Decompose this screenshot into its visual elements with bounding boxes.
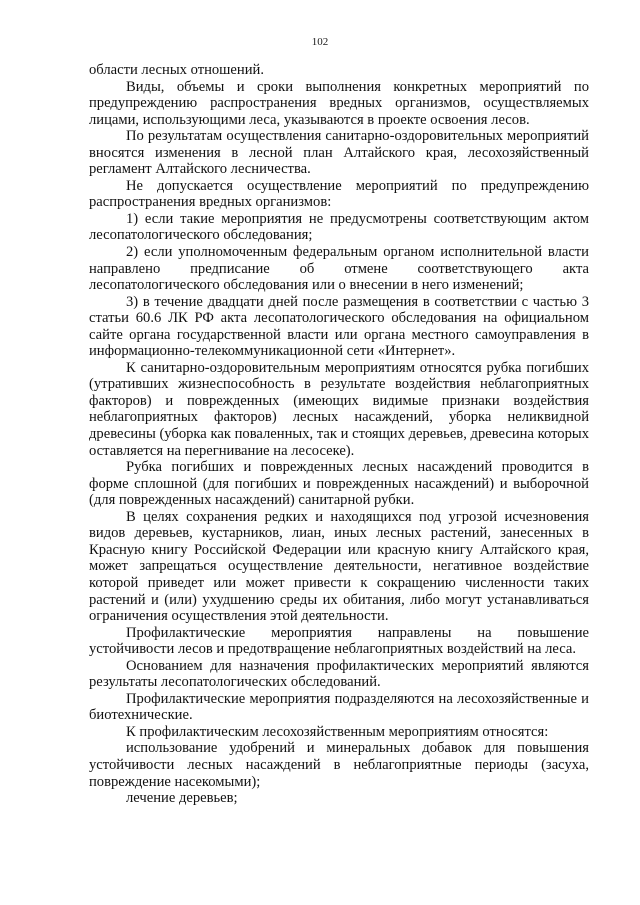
paragraph: области лесных отношений. xyxy=(89,62,264,78)
paragraph: Не допускается осуществление мероприятий по предупреждению распространения вредных организмов: xyxy=(89,177,589,211)
paragraph: Основанием для назначения профилактических мероприятий являются результаты лесопатологических обследований. xyxy=(89,657,589,691)
list-item: 1) если такие мероприятия не предусмотрены соответствующим актом лесопатологического обследования; xyxy=(89,210,589,244)
paragraph: В целях сохранения редких и находящихся под угрозой исчезновения видов деревьев, кустарников, лиан, иных лесных растений, занесенных в Красную книгу Российской Федерации или красную книгу Алтайского края, может запрещаться осуществление деятельности, негативное воздействие которой приведет или может привести к сокращению численности таких растений и (или) ухудшению среды их обитания, либо могут устанавливаться ограничения осуществления этой деятельности. xyxy=(89,508,589,625)
page-number: 102 xyxy=(311,36,329,48)
document-text xyxy=(89,62,589,807)
list-item: 2) если уполномоченным федеральным органом исполнительной власти направлено предписание об отмене соответствующего акта лесопатологического обследования или о внесении в него изменений; xyxy=(89,244,589,294)
paragraph: К профилактическим лесохозяйственным мероприятиям относятся: xyxy=(126,723,549,740)
paragraph: Профилактические мероприятия подразделяются на лесохозяйственные и биотехнические. xyxy=(89,690,589,724)
paragraph: По результатам осуществления санитарно-оздоровительных мероприятий вносятся изменения в лесной план Алтайского края, лесохозяйственный регламент Алтайского лесничества. xyxy=(89,128,589,178)
paragraph: К санитарно-оздоровительным мероприятиям относятся рубка погибших (утративших жизнеспособность в результате воздействия неблагоприятных факторов) и поврежденных (имеющих видимые признаки воздействия неблагоприятных факторов) лесных насаждений, уборка неликвидной древесины (уборка как поваленных, так и стоящих деревьев, древесина которых оставляется на перегнивание на лесосеке). xyxy=(89,359,589,459)
paragraph: Рубка погибших и поврежденных лесных насаждений проводится в форме сплошной (для погибших и поврежденных насаждений) и выборочной (для поврежденных насаждений) санитарной рубки. xyxy=(89,459,589,509)
list-item: использование удобрений и минеральных добавок для повышения устойчивости лесных насаждений в неблагоприятные периоды (засуха, повреждение насекомыми); xyxy=(89,740,589,790)
paragraph: Профилактические мероприятия направлены на повышение устойчивости лесов и предотвращение неблагоприятных воздействий на леса. xyxy=(89,624,589,658)
list-item: лечение деревьев; xyxy=(126,790,238,807)
list-item: 3) в течение двадцати дней после размещения в соответствии с частью 3 статьи 60.6 ЛК РФ акта лесопатологического обследования на официальном сайте органа государственной власти или органа местного самоуправления в информационно-телекоммуникационной сети «Интернет». xyxy=(89,293,589,360)
paragraph: Виды, объемы и сроки выполнения конкретных мероприятий по предупреждению распространения вредных организмов, осуществляемых лицами, использующими леса, указываются в проекте освоения лесов. xyxy=(89,78,589,128)
